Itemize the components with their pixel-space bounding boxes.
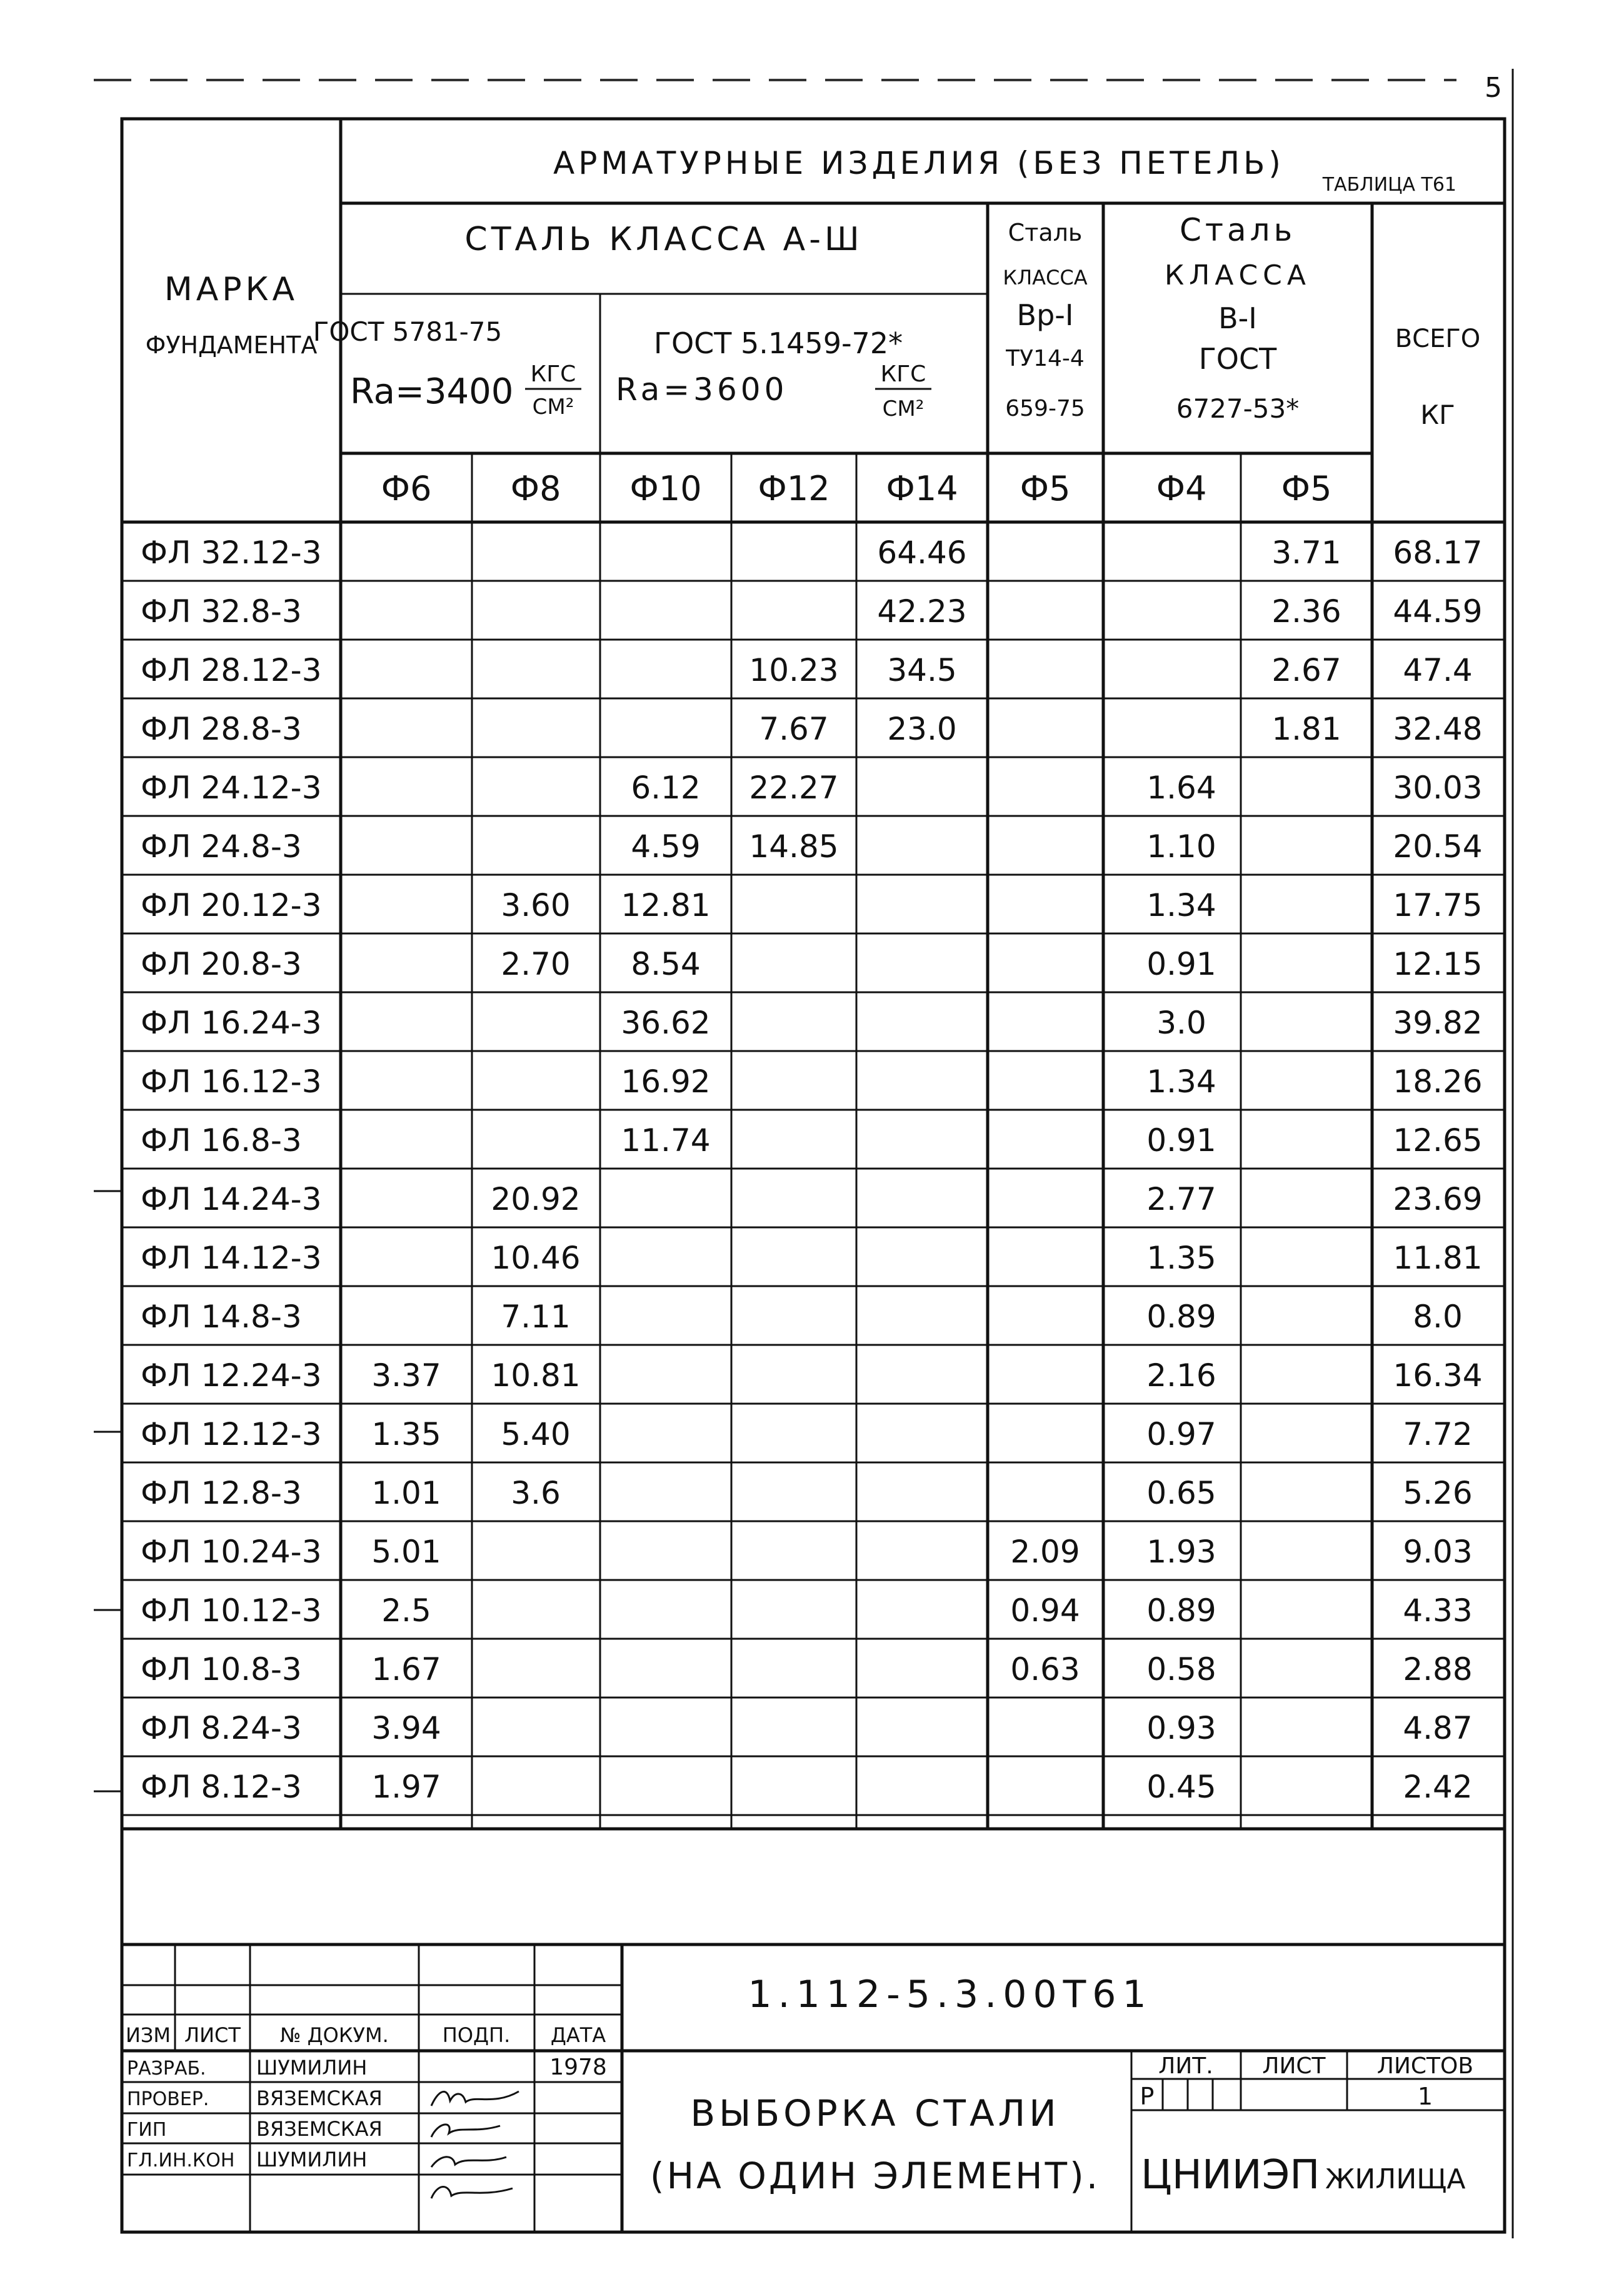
table-row bbox=[122, 1064, 1505, 1110]
row-value: 16.92 bbox=[621, 1064, 711, 1100]
binding-ticks bbox=[94, 1191, 122, 1791]
org-suffix: ЖИЛИЩА bbox=[1325, 2163, 1466, 2195]
row-mark: ФЛ 8.12-3 bbox=[141, 1769, 302, 1805]
row-value: 2.16 bbox=[1146, 1357, 1216, 1394]
corner-mark: 5 bbox=[1485, 72, 1502, 104]
gost2-unit-den: СМ² bbox=[882, 396, 925, 421]
row-value: 7.11 bbox=[501, 1299, 571, 1335]
table-title: АРМАТУРНЫЕ ИЗДЕЛИЯ (БЕЗ ПЕТЕЛЬ) bbox=[553, 145, 1285, 181]
stamp-name: ВЯЗЕМСКАЯ bbox=[256, 2086, 383, 2110]
gost1-line2: Ra=3400 bbox=[350, 371, 514, 412]
stamp-head-cell: ПОДП. bbox=[442, 2023, 511, 2047]
row-value: 3.6 bbox=[511, 1475, 561, 1511]
row-value: 0.97 bbox=[1146, 1416, 1216, 1452]
row-value: 2.67 bbox=[1271, 652, 1341, 688]
table-row bbox=[122, 1122, 1505, 1169]
listov-label: ЛИСТОВ bbox=[1376, 2053, 1474, 2079]
b1-header-l1: Сталь bbox=[1179, 212, 1296, 248]
diameter-label: Ф5 bbox=[1020, 469, 1071, 508]
b1-header-l4: ГОСТ bbox=[1198, 342, 1277, 376]
table-row bbox=[122, 593, 1505, 640]
row-value: 1.35 bbox=[371, 1416, 441, 1452]
row-mark: ФЛ 14.12-3 bbox=[141, 1240, 322, 1276]
lit-value: Р bbox=[1140, 2083, 1155, 2110]
row-value: 1.81 bbox=[1271, 711, 1341, 747]
stamp-role: ГИП bbox=[127, 2119, 167, 2141]
row-value: 12.81 bbox=[621, 887, 711, 923]
stamp-head-cell: № ДОКУМ. bbox=[280, 2023, 389, 2047]
table-row bbox=[122, 946, 1505, 992]
row-value: 0.65 bbox=[1146, 1475, 1216, 1511]
stamp-role: РАЗРАБ. bbox=[127, 2058, 206, 2080]
row-total: 17.75 bbox=[1393, 887, 1483, 923]
gost1-unit-den: СМ² bbox=[532, 395, 574, 420]
table-row bbox=[122, 1240, 1505, 1286]
row-total: 4.33 bbox=[1403, 1592, 1473, 1629]
table-label: ТАБЛИЦА Т61 bbox=[1322, 174, 1456, 196]
row-mark: ФЛ 10.8-3 bbox=[141, 1651, 302, 1688]
table-body bbox=[122, 535, 1505, 1815]
row-value: 2.70 bbox=[501, 946, 571, 982]
row-value: 42.23 bbox=[877, 593, 967, 630]
table-row bbox=[122, 1475, 1505, 1521]
row-mark: ФЛ 20.12-3 bbox=[141, 887, 322, 923]
stamp-name: ШУМИЛИН bbox=[256, 2148, 368, 2171]
table-row bbox=[122, 1181, 1505, 1227]
row-mark: ФЛ 8.24-3 bbox=[141, 1710, 302, 1746]
row-total: 20.54 bbox=[1393, 828, 1483, 865]
stamp-role: ГЛ.ИН.КОН bbox=[127, 2150, 235, 2171]
table-row bbox=[122, 1005, 1505, 1051]
row-value: 5.40 bbox=[501, 1416, 571, 1452]
row-total: 8.0 bbox=[1413, 1299, 1463, 1335]
table-row bbox=[122, 1651, 1505, 1698]
row-mark: ФЛ 28.12-3 bbox=[141, 652, 322, 688]
row-total: 9.03 bbox=[1403, 1534, 1473, 1570]
row-total: 44.59 bbox=[1393, 593, 1483, 630]
drawing-frame bbox=[122, 119, 1505, 2232]
row-mark: ФЛ 24.12-3 bbox=[141, 770, 322, 806]
table-row bbox=[122, 887, 1505, 933]
bp-header-l3: Вр-I bbox=[1016, 298, 1074, 332]
row-mark: ФЛ 10.12-3 bbox=[141, 1592, 322, 1629]
gost1-unit-num: КГС bbox=[530, 361, 576, 387]
gost1-line1: ГОСТ 5781-75 bbox=[313, 316, 503, 347]
bp-header-l2: КЛАССА bbox=[1003, 266, 1088, 289]
row-total: 32.48 bbox=[1393, 711, 1483, 747]
row-total: 12.15 bbox=[1393, 946, 1483, 982]
row-value: 1.64 bbox=[1146, 770, 1216, 806]
row-value: 22.27 bbox=[749, 770, 839, 806]
row-mark: ФЛ 14.24-3 bbox=[141, 1181, 322, 1217]
row-value: 1.01 bbox=[371, 1475, 441, 1511]
row-value: 11.74 bbox=[621, 1122, 711, 1159]
row-total: 68.17 bbox=[1393, 535, 1483, 571]
row-value: 2.77 bbox=[1146, 1181, 1216, 1217]
stamp-head-cell: ИЗМ bbox=[125, 2023, 171, 2047]
row-value: 10.46 bbox=[491, 1240, 581, 1276]
row-mark: ФЛ 14.8-3 bbox=[141, 1299, 302, 1335]
row-total: 47.4 bbox=[1403, 652, 1473, 688]
row-mark: ФЛ 12.8-3 bbox=[141, 1475, 302, 1511]
b1-header-l3: В-I bbox=[1218, 301, 1257, 335]
row-mark: ФЛ 20.8-3 bbox=[141, 946, 302, 982]
row-total: 11.81 bbox=[1393, 1240, 1483, 1276]
stamp-title-l1: ВЫБОРКА СТАЛИ bbox=[690, 2092, 1060, 2135]
bp-header-l5: 659-75 bbox=[1005, 396, 1085, 421]
row-value: 0.89 bbox=[1146, 1299, 1216, 1335]
table-row bbox=[122, 535, 1505, 581]
row-value: 0.93 bbox=[1146, 1710, 1216, 1746]
list-label: ЛИСТ bbox=[1262, 2053, 1326, 2079]
stamp-head-cell: ЛИСТ bbox=[184, 2023, 241, 2047]
total-header-l1: ВСЕГО bbox=[1395, 324, 1481, 353]
row-value: 0.63 bbox=[1010, 1651, 1080, 1688]
row-value: 23.0 bbox=[887, 711, 957, 747]
gost2-line1: ГОСТ 5.1459-72* bbox=[653, 326, 903, 360]
stamp-date: 1978 bbox=[549, 2055, 607, 2080]
table-row bbox=[122, 1299, 1505, 1345]
row-value: 1.34 bbox=[1146, 1064, 1216, 1100]
b1-header-l2: КЛАССА bbox=[1165, 259, 1311, 291]
row-total: 2.88 bbox=[1403, 1651, 1473, 1688]
bp-header-l4: ТУ14-4 bbox=[1006, 346, 1085, 371]
row-total: 12.65 bbox=[1393, 1122, 1483, 1159]
row-value: 2.5 bbox=[381, 1592, 431, 1629]
row-value: 20.92 bbox=[491, 1181, 581, 1217]
row-value: 6.12 bbox=[631, 770, 701, 806]
row-value: 3.37 bbox=[371, 1357, 441, 1394]
row-mark: ФЛ 12.24-3 bbox=[141, 1357, 322, 1394]
row-value: 5.01 bbox=[371, 1534, 441, 1570]
row-mark: ФЛ 10.24-3 bbox=[141, 1534, 322, 1570]
handwritten-signatures bbox=[431, 2091, 519, 2198]
row-value: 1.34 bbox=[1146, 887, 1216, 923]
table-row bbox=[122, 1769, 1505, 1815]
row-total: 4.87 bbox=[1403, 1710, 1473, 1746]
row-value: 3.71 bbox=[1271, 535, 1341, 571]
row-value: 3.94 bbox=[371, 1710, 441, 1746]
stamp-role: ПРОВЕР. bbox=[127, 2088, 209, 2110]
row-mark: ФЛ 24.8-3 bbox=[141, 828, 302, 865]
steel-a3-header: СТАЛЬ КЛАССА А-Ш bbox=[464, 221, 863, 258]
row-value: 3.60 bbox=[501, 887, 571, 923]
row-value: 3.0 bbox=[1156, 1005, 1206, 1041]
table-row bbox=[122, 1534, 1505, 1580]
row-value: 34.5 bbox=[887, 652, 957, 688]
table-row bbox=[122, 711, 1505, 757]
diameter-label: Ф5 bbox=[1281, 469, 1332, 508]
mark-header-l2: ФУНДАМЕНТА bbox=[145, 331, 318, 359]
diameter-label: Ф8 bbox=[510, 469, 561, 508]
stamp-title-l2: (НА ОДИН ЭЛЕМЕНТ). bbox=[649, 2155, 1101, 2197]
row-value: 2.36 bbox=[1271, 593, 1341, 630]
row-mark: ФЛ 16.12-3 bbox=[141, 1064, 322, 1100]
row-value: 0.58 bbox=[1146, 1651, 1216, 1688]
row-value: 2.09 bbox=[1010, 1534, 1080, 1570]
stamp-name: ШУМИЛИН bbox=[256, 2056, 368, 2080]
table-row bbox=[122, 1357, 1505, 1404]
row-total: 30.03 bbox=[1393, 770, 1483, 806]
doc-code: 1.112-5.3.00Т61 bbox=[748, 1973, 1153, 2016]
row-mark: ФЛ 32.12-3 bbox=[141, 535, 322, 571]
row-value: 7.67 bbox=[759, 711, 829, 747]
table-row bbox=[122, 828, 1505, 875]
bp-header-l1: Сталь bbox=[1008, 219, 1083, 246]
row-value: 36.62 bbox=[621, 1005, 711, 1041]
table-row bbox=[122, 770, 1505, 816]
table-row bbox=[122, 1416, 1505, 1462]
row-value: 0.89 bbox=[1146, 1592, 1216, 1629]
row-value: 64.46 bbox=[877, 535, 967, 571]
row-value: 10.23 bbox=[749, 652, 839, 688]
row-value: 1.67 bbox=[371, 1651, 441, 1688]
row-total: 16.34 bbox=[1393, 1357, 1483, 1394]
total-header-l2: КГ bbox=[1420, 400, 1455, 430]
row-total: 18.26 bbox=[1393, 1064, 1483, 1100]
row-value: 0.94 bbox=[1010, 1592, 1080, 1629]
gost2-unit-num: КГС bbox=[880, 361, 926, 387]
row-value: 0.91 bbox=[1146, 946, 1216, 982]
row-value: 14.85 bbox=[749, 828, 839, 865]
row-mark: ФЛ 12.12-3 bbox=[141, 1416, 322, 1452]
gost2-line2: Ra=3600 bbox=[616, 371, 788, 408]
b1-header-l5: 6727-53* bbox=[1176, 393, 1300, 424]
row-value: 1.93 bbox=[1146, 1534, 1216, 1570]
row-total: 5.26 bbox=[1403, 1475, 1473, 1511]
row-mark: ФЛ 16.24-3 bbox=[141, 1005, 322, 1041]
row-total: 23.69 bbox=[1393, 1181, 1483, 1217]
diameter-label: Ф4 bbox=[1156, 469, 1207, 508]
table-row bbox=[122, 1710, 1505, 1756]
diameter-label: Ф10 bbox=[629, 469, 702, 508]
stamp-name: ВЯЗЕМСКАЯ bbox=[256, 2117, 383, 2141]
row-total: 2.42 bbox=[1403, 1769, 1473, 1805]
diameter-label: Ф12 bbox=[758, 469, 830, 508]
row-total: 39.82 bbox=[1393, 1005, 1483, 1041]
row-mark: ФЛ 28.8-3 bbox=[141, 711, 302, 747]
stamp-head-cell: ДАТА bbox=[550, 2023, 606, 2047]
row-value: 0.45 bbox=[1146, 1769, 1216, 1805]
listov-value: 1 bbox=[1417, 2083, 1433, 2110]
table-row bbox=[122, 1592, 1505, 1639]
row-value: 1.35 bbox=[1146, 1240, 1216, 1276]
row-value: 4.59 bbox=[631, 828, 701, 865]
lit-label: ЛИТ. bbox=[1158, 2053, 1213, 2079]
row-value: 1.10 bbox=[1146, 828, 1216, 865]
row-value: 1.97 bbox=[371, 1769, 441, 1805]
diameter-label: Ф14 bbox=[886, 469, 958, 508]
row-mark: ФЛ 32.8-3 bbox=[141, 593, 302, 630]
row-value: 10.81 bbox=[491, 1357, 581, 1394]
table-row bbox=[122, 652, 1505, 698]
org-name: ЦНИИЭП bbox=[1141, 2152, 1320, 2198]
diameter-label: Ф6 bbox=[381, 469, 432, 508]
row-mark: ФЛ 16.8-3 bbox=[141, 1122, 302, 1159]
mark-header-l1: МАРКА bbox=[164, 271, 299, 308]
row-total: 7.72 bbox=[1403, 1416, 1473, 1452]
row-value: 0.91 bbox=[1146, 1122, 1216, 1159]
row-value: 8.54 bbox=[631, 946, 701, 982]
